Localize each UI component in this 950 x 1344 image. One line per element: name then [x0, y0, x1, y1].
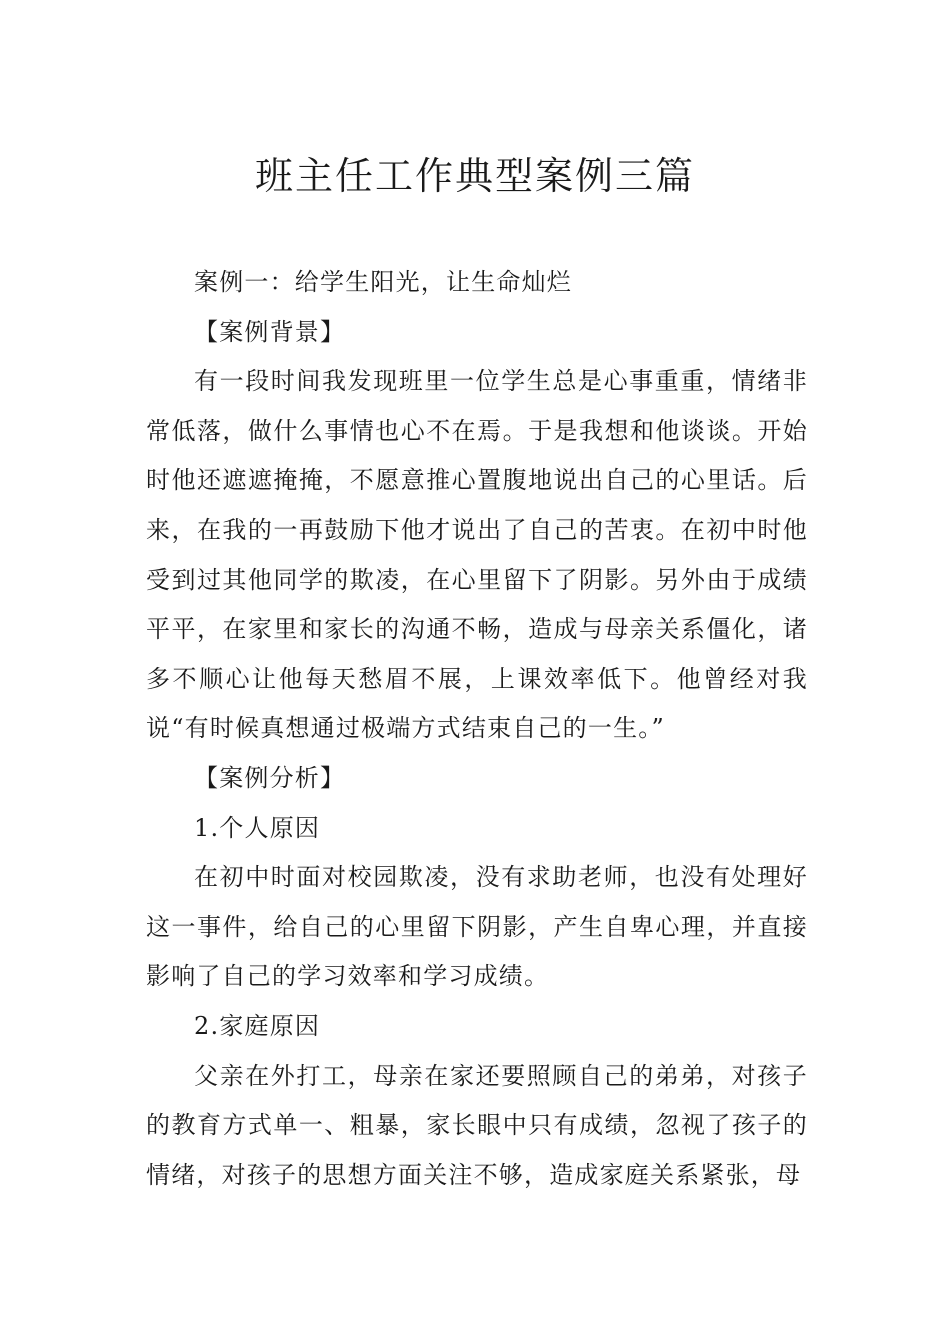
document-title: 班主任工作典型案例三篇 [254, 154, 695, 198]
paragraph-background: 有一段时间我发现班里一位学生总是心事重重，情绪非常低落，做什么事情也心不在焉。于是我想和他谈谈。开始时他还遮遮掩掩，不愿意推心置腹地说出自己的心里话。后来，在我的一再鼓励下他才说出了自己的苦衷。在初中时他受到过其他同学的欺凌，在心里留下了阴影。另外由于成绩平平，在家里和家长的沟通不畅，造成与母亲关系僵化，诸多不顺心让他每天愁眉不展，上课效率低下。他曾经对我说“有时候真想通过极端方式结束自己的一生。” [146, 367, 808, 743]
paragraph-family-reason: 父亲在外打工，母亲在家还要照顾自己的弟弟，对孩子的教育方式单一、粗暴，家长眼中只有成绩，忽视了孩子的情绪，对孩子的思想方面关注不够，造成家庭关系紧张，母 [146, 1061, 808, 1189]
section-heading-analysis: 【案例分析】 [194, 763, 346, 792]
case-heading: 案例一：给学生阳光，让生命灿烂 [194, 268, 572, 296]
paragraph-personal-reason: 在初中时面对校园欺凌，没有求助老师，也没有处理好这一事件，给自己的心里留下阴影，产生自卑心理，并直接影响了自己的学习效率和学习成绩。 [146, 863, 808, 991]
subheading-personal-reason: 1.个人原因 [194, 813, 321, 842]
section-heading-background: 【案例背景】 [194, 317, 346, 346]
subheading-family-reason: 2.家庭原因 [194, 1011, 321, 1040]
document-body [146, 258, 808, 1200]
